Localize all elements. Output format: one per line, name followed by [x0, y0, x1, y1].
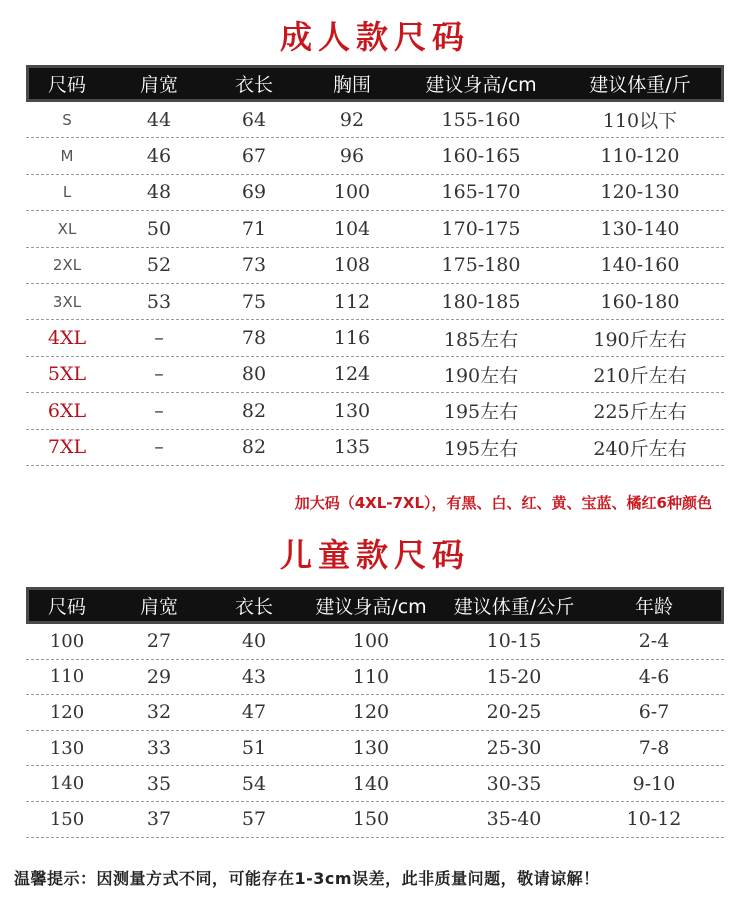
size-cell: 120: [49, 701, 85, 723]
size-cell: L: [62, 183, 72, 202]
size-cell: 110: [49, 666, 85, 688]
table-cell: 110以下: [602, 110, 678, 133]
table-row: [26, 138, 724, 174]
table-cell: 210斤左右: [593, 364, 687, 387]
table-cell: 54: [241, 772, 267, 795]
table-cell: 195左右: [443, 401, 519, 424]
table-cell: 44: [146, 108, 172, 131]
table-cell: 190左右: [443, 364, 519, 387]
header-length: 衣长: [234, 74, 273, 96]
table-cell: 104: [333, 217, 371, 240]
adult-table-header: [26, 65, 724, 102]
table-cell: 116: [333, 327, 371, 350]
table-cell: 7-8: [638, 737, 670, 760]
table-cell: 185左右: [443, 328, 519, 351]
table-cell: 4-6: [638, 665, 670, 688]
table-cell: 155-160: [441, 108, 521, 131]
table-cell: 110-120: [600, 145, 680, 168]
table-row: [26, 175, 724, 211]
table-cell: 25-30: [486, 737, 542, 760]
size-cell: 5XL: [47, 363, 87, 386]
table-cell: –: [154, 399, 164, 422]
size-cell: 150: [49, 808, 85, 830]
table-cell: 50: [146, 217, 172, 240]
table-cell: 27: [146, 630, 172, 653]
table-row: [26, 284, 724, 320]
table-row: [26, 660, 724, 696]
header-age: 年龄: [634, 596, 673, 618]
table-cell: –: [154, 436, 164, 459]
table-cell: 175-180: [441, 254, 521, 277]
table-cell: 67: [241, 145, 267, 168]
table-cell: –: [154, 363, 164, 386]
table-cell: 40: [241, 630, 267, 653]
table-cell: 130-140: [600, 217, 680, 240]
table-row: [26, 211, 724, 247]
size-cell: 100: [49, 630, 85, 652]
table-cell: 33: [146, 737, 172, 760]
table-cell: 64: [241, 108, 267, 131]
table-cell: 29: [146, 665, 172, 688]
header-size: 尺码: [47, 74, 86, 96]
size-cell: XL: [57, 219, 77, 238]
size-cell: 3XL: [52, 292, 82, 311]
size-cell: 7XL: [47, 436, 87, 459]
size-cell: S: [62, 110, 72, 129]
table-cell: 130: [333, 399, 371, 422]
table-cell: 190斤左右: [593, 328, 687, 351]
table-row: [26, 731, 724, 767]
table-cell: 69: [241, 181, 267, 204]
table-cell: 75: [241, 290, 267, 313]
table-cell: 96: [339, 145, 365, 168]
table-row: [26, 766, 724, 802]
table-cell: 30-35: [486, 772, 542, 795]
kids-table-header: [26, 587, 724, 624]
table-cell: 180-185: [441, 290, 521, 313]
table-cell: 10-12: [626, 808, 682, 831]
size-cell: 140: [49, 773, 85, 795]
table-cell: 100: [352, 630, 390, 653]
table-cell: 35-40: [486, 808, 542, 831]
table-cell: 225斤左右: [593, 401, 687, 424]
table-cell: 120: [352, 701, 390, 724]
table-cell: 46: [146, 145, 172, 168]
table-cell: 57: [241, 808, 267, 831]
table-cell: 47: [241, 701, 267, 724]
table-cell: 165-170: [441, 181, 521, 204]
table-cell: 43: [241, 665, 267, 688]
measurement-tip: 温馨提示：因测量方式不同，可能存在1-3cm误差，此非质量问题，敬请谅解！: [14, 869, 600, 888]
header-chest: 胸围: [332, 74, 371, 96]
table-cell: 195左右: [443, 437, 519, 460]
table-cell: 35: [146, 772, 172, 795]
size-cell: 130: [49, 737, 85, 759]
header-height: 建议身高/cm: [425, 74, 537, 96]
adult-size-table: [26, 65, 724, 466]
table-cell: 112: [333, 290, 371, 313]
table-cell: 110: [352, 665, 390, 688]
size-cell: 6XL: [47, 399, 87, 422]
table-row: [26, 102, 724, 138]
adult-size-title: 成人款尺码: [279, 18, 470, 56]
table-cell: 150: [352, 808, 390, 831]
table-cell: 82: [241, 399, 267, 422]
table-cell: 20-25: [486, 701, 542, 724]
table-row: [26, 430, 724, 466]
table-cell: 6-7: [638, 701, 670, 724]
header-shoulder: 肩宽: [139, 596, 178, 618]
table-cell: 51: [241, 737, 267, 760]
table-cell: 160-165: [441, 145, 521, 168]
table-cell: 120-130: [600, 181, 680, 204]
size-cell: 2XL: [52, 256, 82, 275]
table-cell: 53: [146, 290, 172, 313]
plus-size-note: 加大码（4XL-7XL），有黑、白、红、黄、宝蓝、橘红6种颜色: [294, 494, 712, 512]
table-row: [26, 320, 724, 356]
table-cell: 140: [352, 772, 390, 795]
table-cell: 130: [352, 737, 390, 760]
table-cell: 48: [146, 181, 172, 204]
size-cell: 4XL: [47, 327, 87, 350]
header-weight: 建议体重/斤: [589, 74, 691, 96]
table-cell: 37: [146, 808, 172, 831]
table-cell: 160-180: [600, 290, 680, 313]
table-row: [26, 624, 724, 660]
kids-size-title: 儿童款尺码: [279, 536, 470, 574]
table-cell: 32: [146, 701, 172, 724]
table-row: [26, 393, 724, 429]
table-cell: 92: [339, 108, 365, 131]
table-cell: 240斤左右: [593, 437, 687, 460]
table-cell: 80: [241, 363, 267, 386]
header-length: 衣长: [234, 596, 273, 618]
table-cell: 170-175: [441, 217, 521, 240]
table-row: [26, 248, 724, 284]
table-cell: 100: [333, 181, 371, 204]
table-cell: 73: [241, 254, 267, 277]
table-cell: 52: [146, 254, 172, 277]
table-cell: –: [154, 327, 164, 350]
table-cell: 140-160: [600, 254, 680, 277]
size-cell: M: [60, 147, 74, 166]
table-row: [26, 695, 724, 731]
table-row: [26, 802, 724, 838]
table-cell: 124: [333, 363, 371, 386]
table-cell: 10-15: [486, 630, 542, 653]
table-cell: 108: [333, 254, 371, 277]
header-weight: 建议体重/公斤: [453, 596, 575, 618]
table-cell: 135: [333, 436, 371, 459]
table-cell: 2-4: [638, 630, 670, 653]
header-size: 尺码: [47, 596, 86, 618]
header-shoulder: 肩宽: [139, 74, 178, 96]
table-cell: 9-10: [632, 772, 676, 795]
table-row: [26, 357, 724, 393]
table-cell: 71: [241, 217, 267, 240]
kids-size-table: [26, 587, 724, 838]
table-cell: 82: [241, 436, 267, 459]
table-cell: 78: [241, 327, 267, 350]
table-cell: 15-20: [486, 665, 542, 688]
header-height: 建议身高/cm: [315, 596, 427, 618]
